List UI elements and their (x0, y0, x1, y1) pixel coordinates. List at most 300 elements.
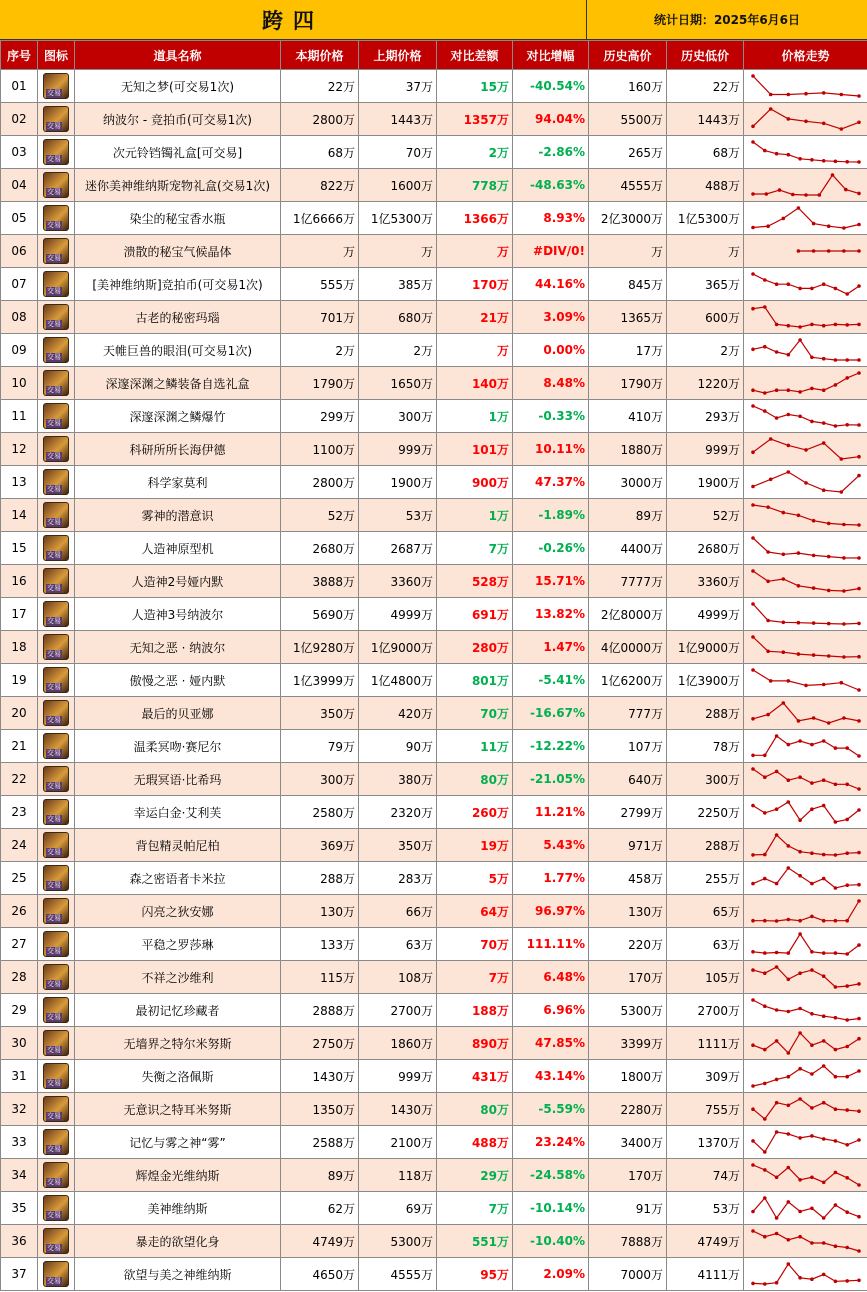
history-low: 4999万 (667, 598, 744, 631)
table-row (1, 1225, 867, 1258)
item-icon (43, 1096, 69, 1122)
item-name: 温柔冥吻·赛尼尔 (75, 730, 281, 763)
trend-sparkline (747, 1227, 865, 1255)
trend-point (751, 1229, 755, 1233)
trend-point (751, 125, 755, 129)
history-high: 3000万 (589, 466, 667, 499)
previous-price: 300万 (359, 400, 437, 433)
history-high: 640万 (589, 763, 667, 796)
item-name: 失衡之洛佩斯 (75, 1060, 281, 1093)
table-row (1, 862, 867, 895)
trend-point (833, 1244, 837, 1248)
trend-sparkline (747, 1194, 865, 1222)
item-icon-cell (38, 499, 75, 532)
history-high: 4400万 (589, 532, 667, 565)
trend-point (833, 746, 837, 750)
row-number: 11 (1, 400, 38, 433)
row-number: 06 (1, 235, 38, 268)
trend-point (763, 1117, 767, 1121)
row-number: 07 (1, 268, 38, 301)
price-difference: 7万 (437, 961, 513, 994)
trend-point (798, 971, 802, 975)
item-icon-cell (38, 136, 75, 169)
price-difference: 80万 (437, 1093, 513, 1126)
trade-tag: 交易 (47, 551, 61, 559)
trend-point (751, 804, 755, 808)
trend-cell (744, 1192, 867, 1225)
item-name: 次元铃铛镯礼盒[可交易] (75, 136, 281, 169)
row-number: 33 (1, 1126, 38, 1159)
trend-point (845, 851, 849, 855)
history-high: 1880万 (589, 433, 667, 466)
trend-point (845, 818, 849, 822)
row-number: 30 (1, 1027, 38, 1060)
trend-line (753, 175, 859, 195)
trend-point (826, 522, 830, 526)
trend-point (845, 323, 849, 327)
table-row (1, 961, 867, 994)
trend-point (845, 1143, 849, 1147)
trend-point (798, 1007, 802, 1011)
trend-point (786, 153, 790, 157)
trend-cell (744, 268, 867, 301)
history-high: 万 (589, 235, 667, 268)
history-high: 5500万 (589, 103, 667, 136)
trend-point (857, 94, 861, 98)
trend-point (804, 193, 808, 197)
table-row (1, 1093, 867, 1126)
trend-point (857, 455, 861, 459)
trend-point (751, 348, 755, 352)
item-icon (43, 1030, 69, 1056)
row-number: 21 (1, 730, 38, 763)
trade-tag: 交易 (47, 155, 61, 163)
trade-tag: 交易 (47, 650, 61, 658)
header-history-low: 历史低价 (667, 41, 744, 70)
trend-point (763, 951, 767, 955)
current-price: 万 (281, 235, 359, 268)
trend-sparkline (747, 864, 865, 892)
price-difference: 778万 (437, 169, 513, 202)
trend-point (810, 387, 814, 391)
table-row (1, 103, 867, 136)
trend-point (811, 519, 815, 523)
trend-point (751, 668, 755, 672)
item-icon (43, 271, 69, 297)
trend-sparkline (747, 303, 865, 331)
trend-sparkline (747, 534, 865, 562)
table-row (1, 169, 867, 202)
trend-point (751, 754, 755, 758)
trade-tag: 交易 (47, 1277, 61, 1285)
trend-point (774, 1008, 778, 1012)
item-icon (43, 1129, 69, 1155)
trend-point (857, 1183, 861, 1187)
trend-cell (744, 829, 867, 862)
history-low: 万 (667, 235, 744, 268)
trade-tag: 交易 (47, 848, 61, 856)
item-name: 深邃深渊之鳞装备自选礼盒 (75, 367, 281, 400)
trend-point (826, 555, 830, 559)
trend-point (857, 1037, 861, 1041)
previous-price: 380万 (359, 763, 437, 796)
trend-point (786, 93, 790, 97)
history-high: 4亿0000万 (589, 631, 667, 664)
trend-point (810, 158, 814, 162)
history-low: 999万 (667, 433, 744, 466)
item-name: 染尘的秘宝香水瓶 (75, 202, 281, 235)
trend-point (857, 192, 861, 196)
trend-point (845, 1176, 849, 1180)
item-icon (43, 403, 69, 429)
trend-point (751, 503, 755, 507)
trend-point (763, 149, 767, 153)
trend-point (821, 282, 825, 286)
history-high: 410万 (589, 400, 667, 433)
trend-point (774, 951, 778, 955)
item-icon (43, 436, 69, 462)
current-price: 2680万 (281, 532, 359, 565)
trend-point (786, 324, 790, 328)
trend-point (774, 1130, 778, 1134)
current-price: 79万 (281, 730, 359, 763)
trend-point (804, 448, 808, 452)
history-low: 68万 (667, 136, 744, 169)
trend-point (751, 635, 755, 639)
table-row (1, 829, 867, 862)
trend-point (781, 511, 785, 515)
trend-point (774, 807, 778, 811)
item-icon-cell (38, 796, 75, 829)
trend-point (821, 778, 825, 782)
trend-point (774, 416, 778, 420)
trend-point (763, 919, 767, 923)
trend-sparkline (747, 369, 865, 397)
trend-sparkline (747, 600, 865, 628)
item-icon (43, 238, 69, 264)
row-number: 14 (1, 499, 38, 532)
trend-point (786, 778, 790, 782)
trend-cell (744, 466, 867, 499)
history-low: 2680万 (667, 532, 744, 565)
previous-price: 1亿4800万 (359, 664, 437, 697)
trend-point (845, 292, 849, 296)
trend-point (751, 226, 755, 230)
trade-tag: 交易 (47, 815, 61, 823)
trend-point (751, 307, 755, 311)
trend-point (857, 655, 861, 659)
price-difference: 7万 (437, 532, 513, 565)
history-high: 3400万 (589, 1126, 667, 1159)
trend-point (844, 188, 848, 192)
item-name: 天帷巨兽的眼泪(可交易1次) (75, 334, 281, 367)
trend-point (751, 1107, 755, 1111)
trend-point (857, 808, 861, 812)
trend-point (798, 932, 802, 936)
trend-point (810, 882, 814, 886)
history-low: 52万 (667, 499, 744, 532)
row-number: 29 (1, 994, 38, 1027)
item-icon (43, 469, 69, 495)
trend-point (857, 160, 861, 164)
trend-point (786, 413, 790, 417)
history-high: 2280万 (589, 1093, 667, 1126)
trend-point (810, 807, 814, 811)
trend-point (798, 157, 802, 161)
history-high: 458万 (589, 862, 667, 895)
row-number: 01 (1, 70, 38, 103)
trend-point (845, 952, 849, 956)
item-icon (43, 766, 69, 792)
item-name: 迷你美神维纳斯宠物礼盒(交易1次) (75, 169, 281, 202)
trend-point (842, 556, 846, 560)
trade-tag: 交易 (47, 881, 61, 889)
trend-point (786, 1051, 790, 1055)
item-icon-cell (38, 697, 75, 730)
history-low: 365万 (667, 268, 744, 301)
current-price: 701万 (281, 301, 359, 334)
item-icon-cell (38, 565, 75, 598)
trend-cell (744, 1225, 867, 1258)
item-icon (43, 700, 69, 726)
row-number: 12 (1, 433, 38, 466)
trend-point (796, 206, 800, 210)
trend-point (774, 833, 778, 837)
trend-point (763, 1048, 767, 1052)
current-price: 5690万 (281, 598, 359, 631)
trend-point (810, 356, 814, 360)
header-current-price: 本期价格 (281, 41, 359, 70)
trend-point (857, 1017, 861, 1021)
trend-point (821, 122, 825, 126)
trend-point (751, 602, 755, 606)
trend-point (796, 584, 800, 588)
change-percent: 47.37% (513, 466, 589, 499)
trade-tag: 交易 (47, 947, 61, 955)
header-row (1, 41, 867, 70)
change-percent: 6.48% (513, 961, 589, 994)
trade-tag: 交易 (47, 188, 61, 196)
trend-cell (744, 1159, 867, 1192)
trend-point (857, 474, 861, 478)
trend-point (833, 358, 837, 362)
trend-point (810, 1207, 814, 1211)
item-name: 傲慢之恶 · 娅内默 (75, 664, 281, 697)
trend-point (763, 1196, 767, 1200)
trend-point (821, 1039, 825, 1043)
trend-point (798, 1136, 802, 1140)
trend-point (810, 915, 814, 919)
trend-point (857, 688, 861, 692)
trend-line (753, 1198, 859, 1218)
trade-tag: 交易 (47, 1079, 61, 1087)
trend-sparkline (747, 468, 865, 496)
previous-price: 1600万 (359, 169, 437, 202)
trade-tag: 交易 (47, 617, 61, 625)
item-icon-cell (38, 466, 75, 499)
item-name: 森之密语者卡米拉 (75, 862, 281, 895)
change-percent: -40.54% (513, 70, 589, 103)
table-row (1, 532, 867, 565)
trend-point (839, 457, 843, 461)
trend-point (839, 127, 843, 131)
trend-cell (744, 169, 867, 202)
title-row (0, 0, 867, 40)
trend-point (786, 1075, 790, 1079)
current-price: 299万 (281, 400, 359, 433)
item-icon-cell (38, 862, 75, 895)
trend-point (826, 249, 830, 253)
previous-price: 4999万 (359, 598, 437, 631)
trend-point (833, 1107, 837, 1111)
trend-point (804, 92, 808, 96)
trend-point (826, 589, 830, 593)
change-percent: -0.26% (513, 532, 589, 565)
trend-point (766, 713, 770, 717)
history-low: 2250万 (667, 796, 744, 829)
trend-sparkline (747, 237, 865, 265)
trend-line (753, 274, 859, 294)
item-icon (43, 898, 69, 924)
trend-point (821, 877, 825, 881)
history-low: 255万 (667, 862, 744, 895)
item-icon-cell (38, 730, 75, 763)
current-price: 1430万 (281, 1060, 359, 1093)
history-low: 2700万 (667, 994, 744, 1027)
price-difference: 691万 (437, 598, 513, 631)
header-trend: 价格走势 (744, 41, 867, 70)
trend-point (763, 1004, 767, 1008)
trend-sparkline (747, 732, 865, 760)
trend-cell (744, 565, 867, 598)
current-price: 1亿6666万 (281, 202, 359, 235)
trend-point (845, 160, 849, 164)
price-difference: 1357万 (437, 103, 513, 136)
trend-point (833, 951, 837, 955)
history-low: 74万 (667, 1159, 744, 1192)
change-percent: 0.00% (513, 334, 589, 367)
trend-point (798, 325, 802, 329)
previous-price: 2320万 (359, 796, 437, 829)
item-icon-cell (38, 70, 75, 103)
previous-price: 66万 (359, 895, 437, 928)
trend-line (753, 406, 859, 426)
trend-point (751, 404, 755, 408)
trend-point (857, 1138, 861, 1142)
price-difference: 101万 (437, 433, 513, 466)
table-row (1, 499, 867, 532)
history-high: 1790万 (589, 367, 667, 400)
price-difference: 5万 (437, 862, 513, 895)
table-row (1, 1060, 867, 1093)
item-icon (43, 304, 69, 330)
price-difference: 11万 (437, 730, 513, 763)
trend-point (839, 93, 843, 97)
change-percent: -24.58% (513, 1159, 589, 1192)
price-difference: 170万 (437, 268, 513, 301)
trend-point (833, 1048, 837, 1052)
current-price: 133万 (281, 928, 359, 961)
trend-line (753, 1033, 859, 1053)
change-percent: 10.11% (513, 433, 589, 466)
price-difference: 70万 (437, 928, 513, 961)
trend-point (751, 1163, 755, 1167)
item-icon (43, 832, 69, 858)
trend-cell (744, 202, 867, 235)
trend-line (753, 1099, 859, 1119)
history-high: 7777万 (589, 565, 667, 598)
item-icon (43, 997, 69, 1023)
trend-point (810, 1072, 814, 1076)
trend-point (821, 1273, 825, 1277)
history-low: 53万 (667, 1192, 744, 1225)
trend-point (768, 679, 772, 683)
price-difference: 890万 (437, 1027, 513, 1060)
trend-point (781, 621, 785, 625)
history-high: 971万 (589, 829, 667, 862)
trend-cell (744, 631, 867, 664)
trend-point (857, 1109, 861, 1113)
price-difference: 2万 (437, 136, 513, 169)
trend-point (768, 478, 772, 482)
trend-point (763, 278, 767, 282)
trend-cell (744, 1258, 867, 1291)
trend-point (857, 851, 861, 855)
trend-point (751, 388, 755, 392)
trend-line (753, 736, 859, 756)
trend-point (786, 800, 790, 804)
trend-point (763, 754, 767, 758)
trend-cell (744, 367, 867, 400)
row-number: 09 (1, 334, 38, 367)
trend-point (833, 1203, 837, 1207)
row-number: 13 (1, 466, 38, 499)
row-number: 04 (1, 169, 38, 202)
item-icon (43, 733, 69, 759)
trend-point (821, 441, 825, 445)
table-row (1, 895, 867, 928)
row-number: 28 (1, 961, 38, 994)
row-number: 37 (1, 1258, 38, 1291)
trend-sparkline (747, 204, 865, 232)
previous-price: 69万 (359, 1192, 437, 1225)
trend-point (798, 818, 802, 822)
price-difference: 140万 (437, 367, 513, 400)
trade-tag: 交易 (47, 1244, 61, 1252)
trend-sparkline (747, 831, 865, 859)
history-high: 130万 (589, 895, 667, 928)
trend-point (845, 1075, 849, 1079)
trend-point (842, 523, 846, 527)
table-row (1, 928, 867, 961)
item-icon-cell (38, 994, 75, 1027)
current-price: 1亿3999万 (281, 664, 359, 697)
trend-point (817, 193, 821, 197)
trend-point (821, 853, 825, 857)
trend-point (845, 1045, 849, 1049)
trend-point (811, 249, 815, 253)
price-difference: 19万 (437, 829, 513, 862)
trend-point (751, 536, 755, 540)
current-price: 68万 (281, 136, 359, 169)
row-number: 03 (1, 136, 38, 169)
trend-point (810, 851, 814, 855)
trend-point (798, 775, 802, 779)
trend-point (833, 820, 837, 824)
trend-point (821, 739, 825, 743)
trade-tag: 交易 (47, 1046, 61, 1054)
trend-point (766, 224, 770, 228)
